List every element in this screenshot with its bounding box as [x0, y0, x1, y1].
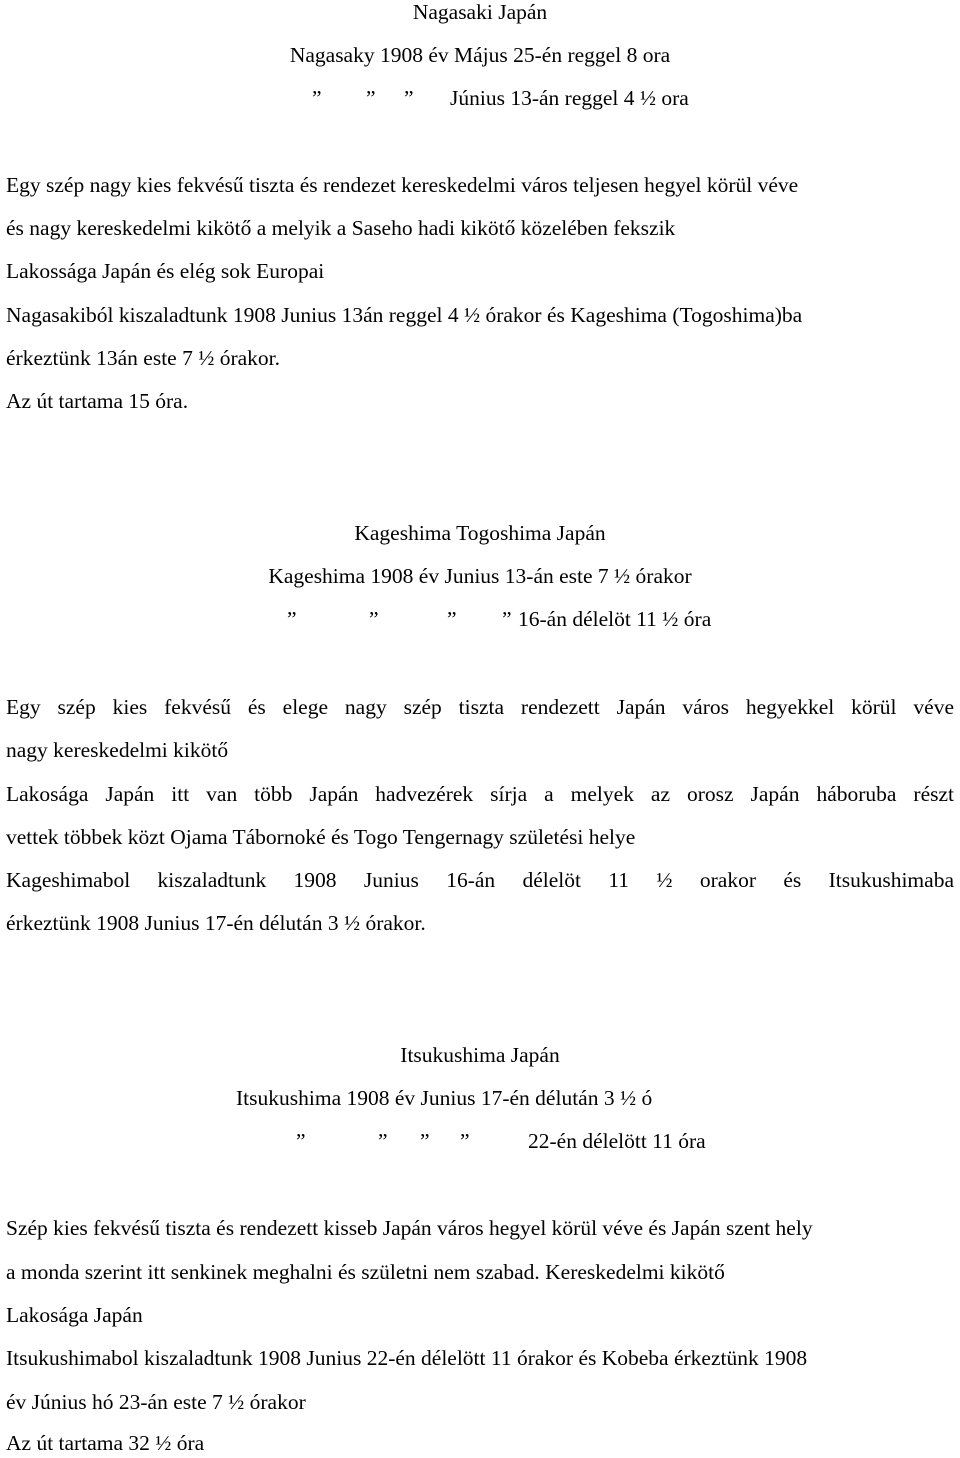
- section-heading-itsukushima: Itsukushima Japán: [400, 1043, 560, 1067]
- section-heading-nagasaki: Nagasaki Japán: [412, 0, 548, 24]
- departure-line-nagasaki: [0, 83, 960, 113]
- departure-line-kageshima: [0, 604, 960, 634]
- paragraph-line: Itsukushimabol kiszaladtunk 1908 Junius 22-én délelött 11 órakor és Kobeba érkeztünk 1908: [6, 1346, 808, 1370]
- paragraph-line: Lakosága Japán itt van több Japán hadvezérek sírja a melyek az orosz Japán háboruba részt: [6, 782, 954, 806]
- ditto-mark: ”: [447, 607, 457, 631]
- ditto-mark: ”: [420, 1129, 430, 1153]
- ditto-mark: ”: [366, 86, 376, 110]
- paragraph-line: Egy szép kies fekvésű és elege nagy szép tiszta rendezett Japán város hegyekkel körül véve: [6, 695, 954, 719]
- ditto-mark: ”: [312, 86, 322, 110]
- paragraph-line: Lakosága Japán: [6, 1303, 143, 1327]
- ditto-mark: ”: [369, 607, 379, 631]
- departure-text: 22-én délelött 11 óra: [528, 1129, 706, 1153]
- ditto-mark: ”: [502, 607, 512, 631]
- paragraph-line: Szép kies fekvésű tiszta és rendezett kisseb Japán város hegyel körül véve és Japán szent hely: [6, 1216, 813, 1240]
- arrival-line-itsukushima: Itsukushima 1908 év Junius 17-én délután 3 ½ ó: [236, 1086, 653, 1110]
- paragraph-line: vettek többek közt Ojama Tábornoké és Togo Tengernagy születési helye: [6, 825, 636, 849]
- paragraph-line: Az út tartama 32 ½ óra: [6, 1431, 205, 1455]
- ditto-mark: ”: [378, 1129, 388, 1153]
- arrival-line-kageshima: Kageshima 1908 év Junius 13-án este 7 ½ órakor: [268, 564, 692, 588]
- ditto-mark: ”: [460, 1129, 470, 1153]
- paragraph-line: érkeztünk 13án este 7 ½ órakor.: [6, 346, 281, 370]
- ditto-mark: ”: [404, 86, 414, 110]
- departure-text: 16-án délelöt 11 ½ óra: [518, 607, 712, 631]
- paragraph-line: Nagasakiból kiszaladtunk 1908 Junius 13án reggel 4 ½ órakor és Kageshima (Togoshima)ba: [6, 303, 803, 327]
- ditto-mark: ”: [296, 1129, 306, 1153]
- departure-text: Június 13-án reggel 4 ½ ora: [450, 86, 689, 110]
- arrival-line-nagasaki: Nagasaky 1908 év Május 25-én reggel 8 ora: [289, 43, 671, 67]
- paragraph-line: év Június hó 23-án este 7 ½ órakor: [6, 1390, 306, 1414]
- paragraph-line: Egy szép nagy kies fekvésű tiszta és rendezet kereskedelmi város teljesen hegyel körül véve: [6, 173, 799, 197]
- paragraph-line: érkeztünk 1908 Junius 17-én délután 3 ½ órakor.: [6, 911, 426, 935]
- paragraph-line: és nagy kereskedelmi kikötő a melyik a Saseho hadi kikötő közelében fekszik: [6, 216, 676, 240]
- paragraph-line: a monda szerint itt senkinek meghalni és születni nem szabad. Kereskedelmi kikötő: [6, 1260, 725, 1284]
- paragraph-line: Lakossága Japán és elég sok Europai: [6, 259, 325, 283]
- paragraph-line: nagy kereskedelmi kikötő: [6, 738, 229, 762]
- departure-line-itsukushima: [0, 1126, 960, 1156]
- paragraph-line: Az út tartama 15 óra.: [6, 389, 189, 413]
- paragraph-line: Kageshimabol kiszaladtunk 1908 Junius 16-án délelöt 11 ½ orakor és Itsukushimaba: [6, 868, 954, 892]
- ditto-mark: ”: [287, 607, 297, 631]
- section-heading-kageshima: Kageshima Togoshima Japán: [354, 521, 606, 545]
